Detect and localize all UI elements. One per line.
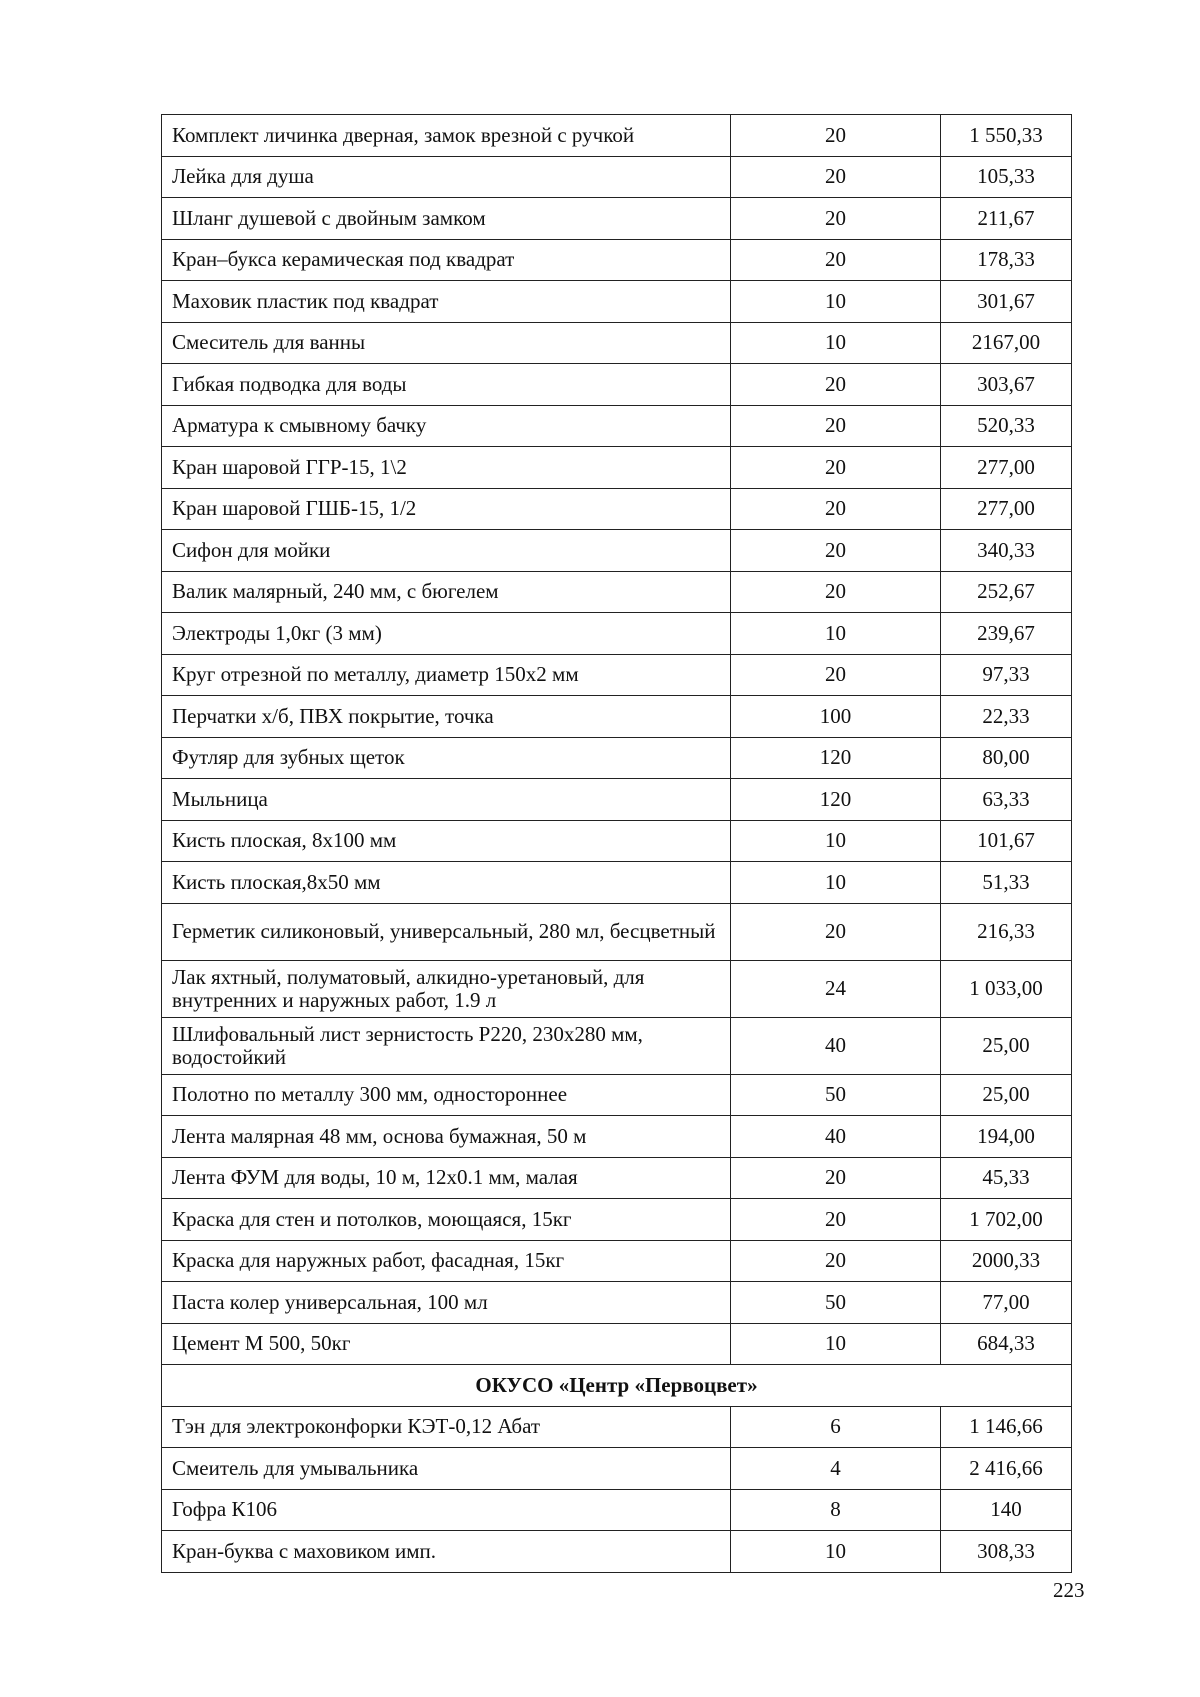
item-name-cell: Смеситель для ванны <box>162 322 731 364</box>
price-cell: 51,33 <box>941 862 1072 904</box>
quantity-cell: 20 <box>731 447 941 489</box>
table-row <box>162 737 1072 779</box>
item-name-cell: Кисть плоская,8х50 мм <box>162 862 731 904</box>
price-cell: 140 <box>941 1489 1072 1531</box>
item-name-cell: Лента ФУМ для воды, 10 м, 12х0.1 мм, малая <box>162 1157 731 1199</box>
price-cell: 101,67 <box>941 820 1072 862</box>
price-cell: 520,33 <box>941 405 1072 447</box>
item-name-cell: Гибкая подводка для воды <box>162 364 731 406</box>
item-name-cell: Кран-буква с маховиком имп. <box>162 1531 731 1573</box>
quantity-cell: 10 <box>731 1531 941 1573</box>
quantity-cell: 40 <box>731 1017 941 1074</box>
table-row <box>162 960 1072 1017</box>
price-cell: 105,33 <box>941 156 1072 198</box>
section-group <box>162 1365 1072 1407</box>
quantity-cell: 20 <box>731 239 941 281</box>
table-row <box>162 903 1072 960</box>
table-row <box>162 447 1072 489</box>
items-group-b <box>162 1406 1072 1572</box>
item-name-cell: Шланг душевой с двойным замком <box>162 198 731 240</box>
item-name-cell: Кран–букса керамическая под квадрат <box>162 239 731 281</box>
price-cell: 684,33 <box>941 1323 1072 1365</box>
price-cell: 194,00 <box>941 1116 1072 1158</box>
table-row <box>162 696 1072 738</box>
quantity-cell: 20 <box>731 364 941 406</box>
item-name-cell: Маховик пластик под квадрат <box>162 281 731 323</box>
quantity-cell: 10 <box>731 613 941 655</box>
item-name-cell: Комплект личинка дверная, замок врезной с ручкой <box>162 115 731 157</box>
table-row <box>162 530 1072 572</box>
item-name-cell: Арматура к смывному бачку <box>162 405 731 447</box>
quantity-cell: 20 <box>731 903 941 960</box>
price-cell: 1 702,00 <box>941 1199 1072 1241</box>
quantity-cell: 120 <box>731 737 941 779</box>
table-row <box>162 198 1072 240</box>
quantity-cell: 50 <box>731 1074 941 1116</box>
price-cell: 77,00 <box>941 1282 1072 1324</box>
table-row <box>162 1531 1072 1573</box>
item-name-cell: Тэн для электроконфорки КЭТ-0,12 Абат <box>162 1406 731 1448</box>
quantity-cell: 20 <box>731 115 941 157</box>
table-row <box>162 488 1072 530</box>
item-name-cell: Паста колер универсальная, 100 мл <box>162 1282 731 1324</box>
item-name-cell: Полотно по металлу 300 мм, одностороннее <box>162 1074 731 1116</box>
price-cell: 216,33 <box>941 903 1072 960</box>
table-row <box>162 1489 1072 1531</box>
item-name-cell: Цемент М 500, 50кг <box>162 1323 731 1365</box>
price-cell: 252,67 <box>941 571 1072 613</box>
quantity-cell: 10 <box>731 862 941 904</box>
table-row <box>162 1323 1072 1365</box>
price-cell: 2000,33 <box>941 1240 1072 1282</box>
table-row <box>162 1074 1072 1116</box>
quantity-cell: 20 <box>731 530 941 572</box>
item-name-cell: Валик малярный, 240 мм, с бюгелем <box>162 571 731 613</box>
price-cell: 63,33 <box>941 779 1072 821</box>
item-name-cell: Кисть плоская, 8х100 мм <box>162 820 731 862</box>
table-row <box>162 862 1072 904</box>
price-cell: 97,33 <box>941 654 1072 696</box>
quantity-cell: 4 <box>731 1448 941 1490</box>
quantity-cell: 120 <box>731 779 941 821</box>
quantity-cell: 20 <box>731 198 941 240</box>
item-name-cell: Шлифовальный лист зернистость Р220, 230х280 мм, водостойкий <box>162 1017 731 1074</box>
quantity-cell: 20 <box>731 571 941 613</box>
quantity-cell: 20 <box>731 488 941 530</box>
table-row <box>162 1240 1072 1282</box>
item-name-cell: Мыльница <box>162 779 731 821</box>
price-cell: 25,00 <box>941 1074 1072 1116</box>
items-group-a <box>162 115 1072 1365</box>
price-cell: 1 146,66 <box>941 1406 1072 1448</box>
table-row <box>162 239 1072 281</box>
item-name-cell: Краска для наружных работ, фасадная, 15кг <box>162 1240 731 1282</box>
table-row <box>162 115 1072 157</box>
price-cell: 45,33 <box>941 1157 1072 1199</box>
table-row <box>162 613 1072 655</box>
quantity-cell: 10 <box>731 281 941 323</box>
section-title: ОКУСО «Центр «Первоцвет» <box>162 1365 1072 1407</box>
table-row <box>162 364 1072 406</box>
item-name-cell: Кран шаровой ГШБ-15, 1/2 <box>162 488 731 530</box>
item-name-cell: Футляр для зубных щеток <box>162 737 731 779</box>
quantity-cell: 20 <box>731 405 941 447</box>
price-cell: 22,33 <box>941 696 1072 738</box>
table-row <box>162 1406 1072 1448</box>
table-row <box>162 1282 1072 1324</box>
quantity-cell: 50 <box>731 1282 941 1324</box>
quantity-cell: 100 <box>731 696 941 738</box>
table-row <box>162 405 1072 447</box>
table-row <box>162 1448 1072 1490</box>
price-cell: 301,67 <box>941 281 1072 323</box>
item-name-cell: Гофра К106 <box>162 1489 731 1531</box>
quantity-cell: 6 <box>731 1406 941 1448</box>
section-header-row <box>162 1365 1072 1407</box>
items-table <box>161 114 1072 1573</box>
item-name-cell: Краска для стен и потолков, моющаяся, 15кг <box>162 1199 731 1241</box>
quantity-cell: 8 <box>731 1489 941 1531</box>
price-cell: 80,00 <box>941 737 1072 779</box>
page-number: 223 <box>1053 1578 1085 1602</box>
quantity-cell: 24 <box>731 960 941 1017</box>
table-row <box>162 779 1072 821</box>
quantity-cell: 20 <box>731 654 941 696</box>
price-cell: 178,33 <box>941 239 1072 281</box>
item-name-cell: Лента малярная 48 мм, основа бумажная, 50 м <box>162 1116 731 1158</box>
quantity-cell: 20 <box>731 1240 941 1282</box>
quantity-cell: 40 <box>731 1116 941 1158</box>
price-cell: 308,33 <box>941 1531 1072 1573</box>
item-name-cell: Круг отрезной по металлу, диаметр 150х2 мм <box>162 654 731 696</box>
item-name-cell: Лак яхтный, полуматовый, алкидно-уретановый, для внутренних и наружных работ, 1.9 л <box>162 960 731 1017</box>
table-row <box>162 1199 1072 1241</box>
table-row <box>162 1157 1072 1199</box>
item-name-cell: Смеитель для умывальника <box>162 1448 731 1490</box>
table-row <box>162 1017 1072 1074</box>
table-row <box>162 571 1072 613</box>
price-cell: 2 416,66 <box>941 1448 1072 1490</box>
quantity-cell: 20 <box>731 156 941 198</box>
price-cell: 2167,00 <box>941 322 1072 364</box>
price-cell: 239,67 <box>941 613 1072 655</box>
table-row <box>162 820 1072 862</box>
quantity-cell: 20 <box>731 1199 941 1241</box>
table-row <box>162 322 1072 364</box>
price-cell: 1 033,00 <box>941 960 1072 1017</box>
item-name-cell: Электроды 1,0кг (3 мм) <box>162 613 731 655</box>
quantity-cell: 20 <box>731 1157 941 1199</box>
price-cell: 277,00 <box>941 488 1072 530</box>
quantity-cell: 10 <box>731 1323 941 1365</box>
table-row <box>162 156 1072 198</box>
item-name-cell: Кран шаровой ГГР-15, 1\2 <box>162 447 731 489</box>
table-row <box>162 654 1072 696</box>
item-name-cell: Сифон для мойки <box>162 530 731 572</box>
price-cell: 25,00 <box>941 1017 1072 1074</box>
price-cell: 211,67 <box>941 198 1072 240</box>
price-cell: 277,00 <box>941 447 1072 489</box>
item-name-cell: Перчатки х/б, ПВХ покрытие, точка <box>162 696 731 738</box>
quantity-cell: 10 <box>731 820 941 862</box>
price-cell: 340,33 <box>941 530 1072 572</box>
table-row <box>162 281 1072 323</box>
item-name-cell: Лейка для душа <box>162 156 731 198</box>
item-name-cell: Герметик силиконовый, универсальный, 280 мл, бесцветный <box>162 903 731 960</box>
price-cell: 1 550,33 <box>941 115 1072 157</box>
price-cell: 303,67 <box>941 364 1072 406</box>
table-row <box>162 1116 1072 1158</box>
quantity-cell: 10 <box>731 322 941 364</box>
